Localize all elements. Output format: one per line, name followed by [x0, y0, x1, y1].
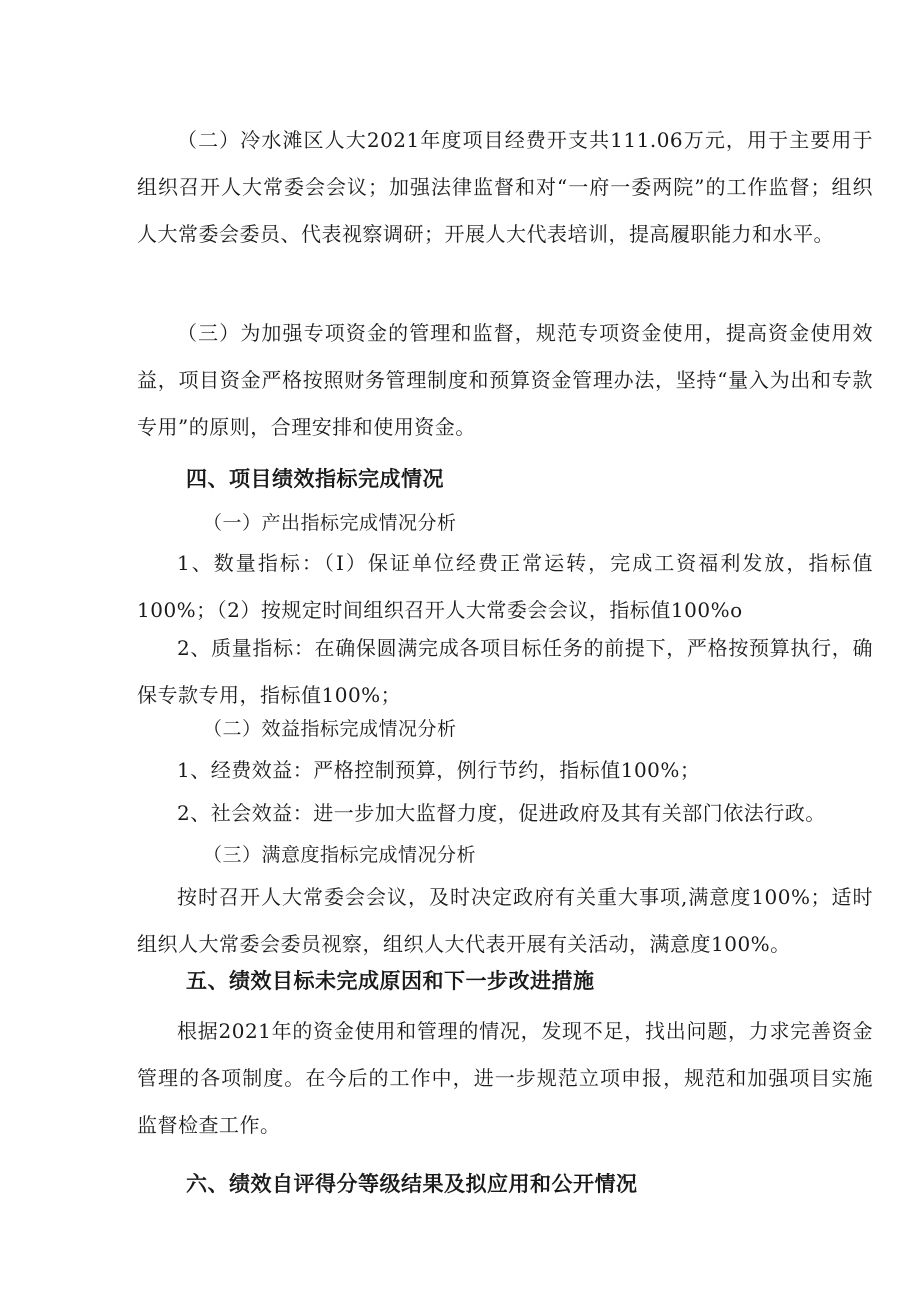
section-heading-4: 四、项目绩效指标完成情况 [186, 467, 444, 491]
section-heading-6: 六、绩效自评得分等级结果及拟应用和公开情况 [186, 1172, 638, 1196]
paragraph-project-expenditure: （二）冷水滩区人大2021年度项目经费开支共111.06万元，用于主要用于组织召开人大常委会会议；加强法律监督和对“一府一委两院”的工作监督；组织人大常委会委员、代表视察调研；开展人大代表培训，提高履职能力和水平。 [137, 128, 873, 246]
paragraph-fund-management: （三）为加强专项资金的管理和监督，规范专项资金使用，提高资金使用效益，项目资金严格按照财务管理制度和预算资金管理办法，坚持“量入为出和专款专用”的原则，合理安排和使用资金。 [137, 321, 873, 439]
section-heading-5: 五、绩效目标未完成原因和下一步改进措施 [186, 969, 595, 993]
subheading-output-indicators: （一）产出指标完成情况分析 [203, 512, 457, 534]
paragraph-satisfaction: 按时召开人大常委会会议，及时决定政府有关重大事项,满意度100%；适时组织人大常委会委员视察，组织人大代表开展有关活动，满意度100%。 [137, 885, 873, 956]
paragraph-quantity-indicators: 1、数量指标：（I）保证单位经费正常运转，完成工资福利发放，指标值100%；（2）按规定时间组织召开人大常委会会议，指标值100%o [137, 551, 873, 622]
paragraph-social-benefit: 2、社会效益：进一步加大监督力度，促进政府及其有关部门依法行政。 [177, 801, 826, 825]
paragraph-cost-benefit: 1、经费效益：严格控制预算，例行节约，指标值100%； [177, 758, 701, 782]
subheading-satisfaction-indicators: （三）满意度指标完成情况分析 [203, 844, 477, 866]
subheading-benefit-indicators: （二）效益指标完成情况分析 [203, 718, 457, 740]
paragraph-improvement-measures: 根据2021年的资金使用和管理的情况，发现不足，找出问题，力求完善资金管理的各项制度。在今后的工作中，进一步规范立项申报，规范和加强项目实施监督检查工作。 [137, 1019, 873, 1137]
paragraph-quality-indicators: 2、质量指标：在确保圆满完成各项目标任务的前提下，严格按预算执行，确保专款专用，指标值100%； [137, 636, 873, 707]
